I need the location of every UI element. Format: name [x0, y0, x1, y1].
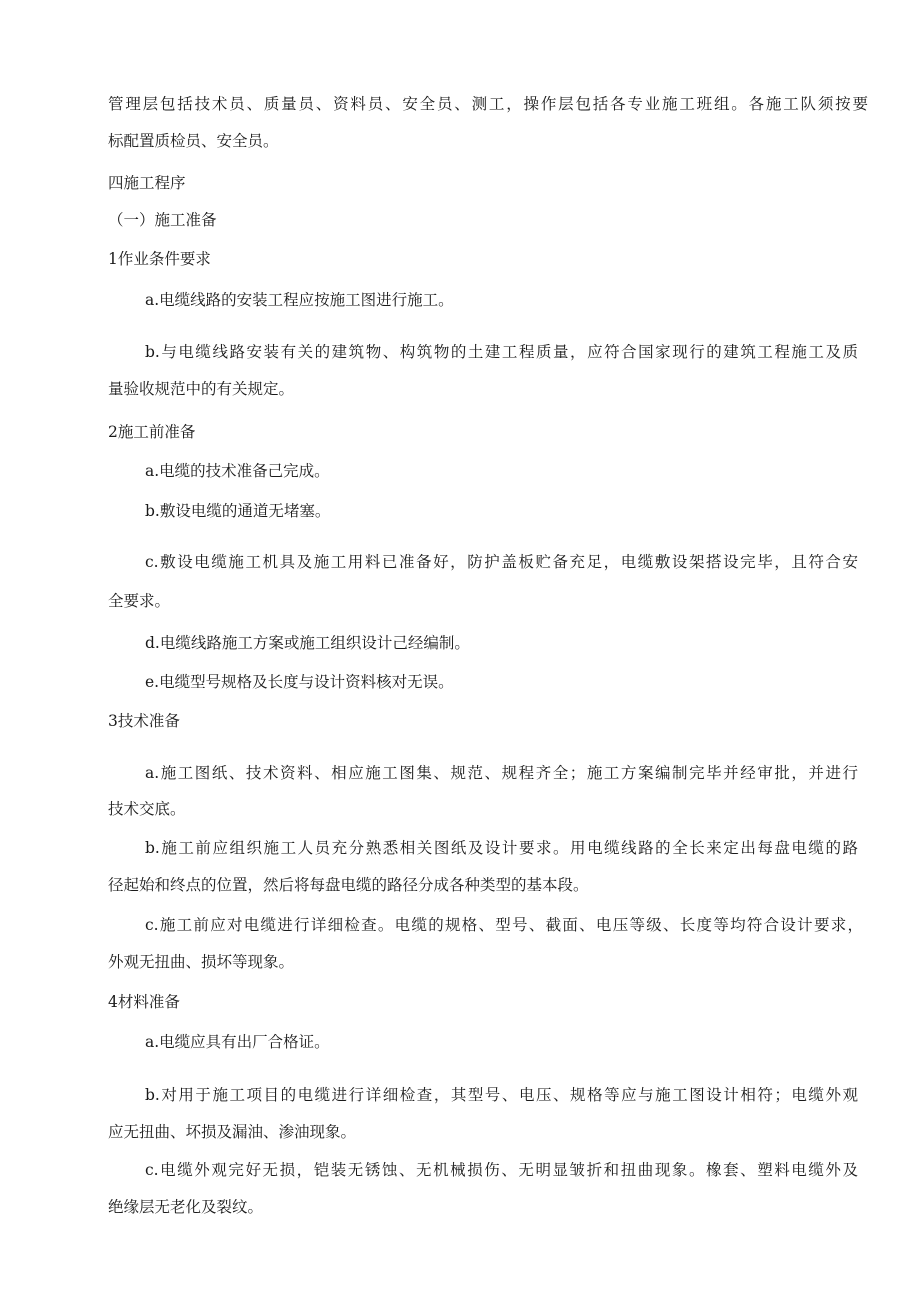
paragraph-line: a.电缆线路的安装工程应按施工图进行施工。 — [145, 291, 454, 309]
paragraph-line: c.施工前应对电缆进行详细检查。电缆的规格、型号、截面、电压等级、长度等均符合设计要求， — [145, 916, 863, 934]
paragraph-line: a.施工图纸、技术资料、相应施工图集、规范、规程齐全；施工方案编制完毕并经审批，并进行 — [145, 764, 858, 782]
subsection-heading: （一）施工准备 — [108, 211, 217, 229]
paragraph-line: c.敷设电缆施工机具及施工用料已准备好，防护盖板贮备充足，电缆敷设架搭设完毕，且符合安 — [145, 553, 858, 571]
paragraph-line: 径起始和终点的位置，然后将每盘电缆的路径分成各种类型的基本段。 — [108, 876, 589, 894]
paragraph-line: 外观无扭曲、损坏等现象。 — [108, 953, 295, 971]
item-heading: 2施工前准备 — [108, 423, 196, 441]
paragraph-line: 全要求。 — [108, 592, 171, 610]
item-heading: 3技术准备 — [108, 712, 180, 730]
paragraph-line: b.施工前应组织施工人员充分熟悉相关图纸及设计要求。用电缆线路的全长来定出每盘电缆的路 — [145, 839, 858, 857]
paragraph-line: 量验收规范中的有关规定。 — [108, 380, 295, 398]
paragraph-line: 标配置质检员、安全员。 — [108, 132, 279, 150]
paragraph-line: e.电缆型号规格及长度与设计资料核对无误。 — [145, 673, 454, 691]
paragraph-line: 技术交底。 — [108, 800, 186, 818]
paragraph-line: d.电缆线路施工方案或施工组织设计己经编制。 — [145, 634, 470, 652]
paragraph-line: b.敷设电缆的通道无堵塞。 — [145, 502, 331, 520]
section-heading: 四施工程序 — [108, 174, 186, 192]
paragraph-line: 应无扭曲、坏损及漏油、渗油现象。 — [108, 1123, 357, 1141]
paragraph-line: c.电缆外观完好无损，铠装无锈蚀、无机械损伤、无明显皱折和扭曲现象。橡套、塑料电缆外及 — [145, 1161, 858, 1179]
paragraph-line: 管理层包括技术员、质量员、资料员、安全员、测工，操作层包括各专业施工班组。各施工队须按要 — [108, 95, 868, 113]
paragraph-line: b.与电缆线路安装有关的建筑物、构筑物的土建工程质量，应符合国家现行的建筑工程施工及质 — [145, 343, 858, 361]
paragraph-line: a.电缆的技术准备己完成。 — [145, 462, 330, 480]
item-heading: 1作业条件要求 — [108, 250, 211, 268]
paragraph-line: 绝缘层无老化及裂纹。 — [108, 1198, 264, 1216]
paragraph-line: b.对用于施工项目的电缆进行详细检查，其型号、电压、规格等应与施工图设计相符；电缆外观 — [145, 1086, 858, 1104]
paragraph-line: a.电缆应具有出厂合格证。 — [145, 1033, 330, 1051]
item-heading: 4材料准备 — [108, 993, 180, 1011]
